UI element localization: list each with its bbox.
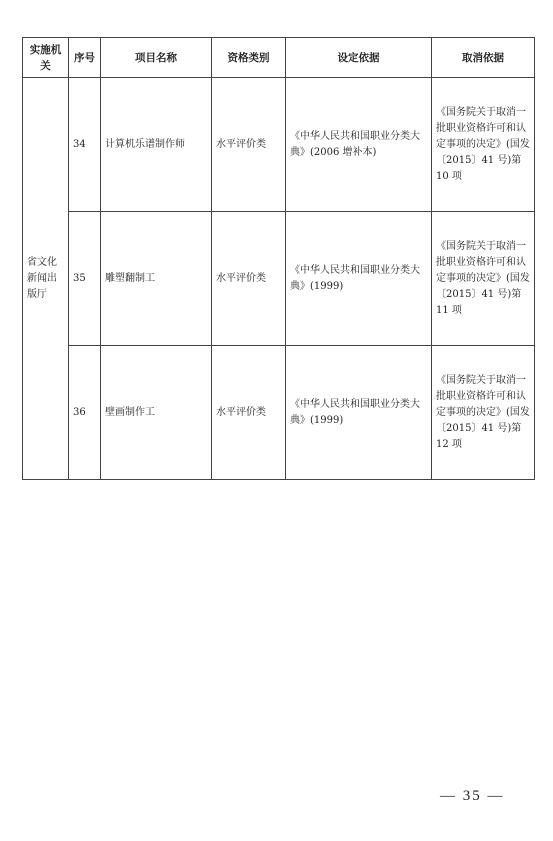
- header-cancel-basis: 取消依据: [432, 38, 535, 78]
- row-basis: 《中华人民共和国职业分类大典》(1999): [286, 346, 432, 480]
- row-cancel-basis: 《国务院关于取消一批职业资格许可和认定事项的决定》(国发〔2015〕41 号)第 10 项: [432, 78, 535, 212]
- row-number: 34: [69, 78, 101, 212]
- table-row: [23, 212, 535, 346]
- header-project-name: 项目名称: [101, 38, 212, 78]
- header-number: 序号: [69, 38, 101, 78]
- row-project-name: 计算机乐谱制作师: [101, 78, 212, 212]
- row-category: 水平评价类: [212, 346, 286, 480]
- qualification-table: [22, 37, 535, 480]
- agency-cell: 省文化新闻出版厅: [23, 78, 69, 480]
- table-row: [23, 346, 535, 480]
- row-category: 水平评价类: [212, 212, 286, 346]
- row-project-name: 雕塑翻制工: [101, 212, 212, 346]
- header-category: 资格类别: [212, 38, 286, 78]
- row-number: 35: [69, 212, 101, 346]
- row-basis: 《中华人民共和国职业分类大典》(1999): [286, 212, 432, 346]
- header-agency: 实施机关: [23, 38, 69, 78]
- header-basis: 设定依据: [286, 38, 432, 78]
- row-cancel-basis: 《国务院关于取消一批职业资格许可和认定事项的决定》(国发〔2015〕41 号)第 12 项: [432, 346, 535, 480]
- row-project-name: 壁画制作工: [101, 346, 212, 480]
- page-number: — 35 —: [440, 788, 505, 804]
- table-row: [23, 78, 535, 212]
- row-cancel-basis: 《国务院关于取消一批职业资格许可和认定事项的决定》(国发〔2015〕41 号)第 11 项: [432, 212, 535, 346]
- table-header-row: [23, 38, 535, 78]
- row-category: 水平评价类: [212, 78, 286, 212]
- row-basis: 《中华人民共和国职业分类大典》(2006 增补本): [286, 78, 432, 212]
- row-number: 36: [69, 346, 101, 480]
